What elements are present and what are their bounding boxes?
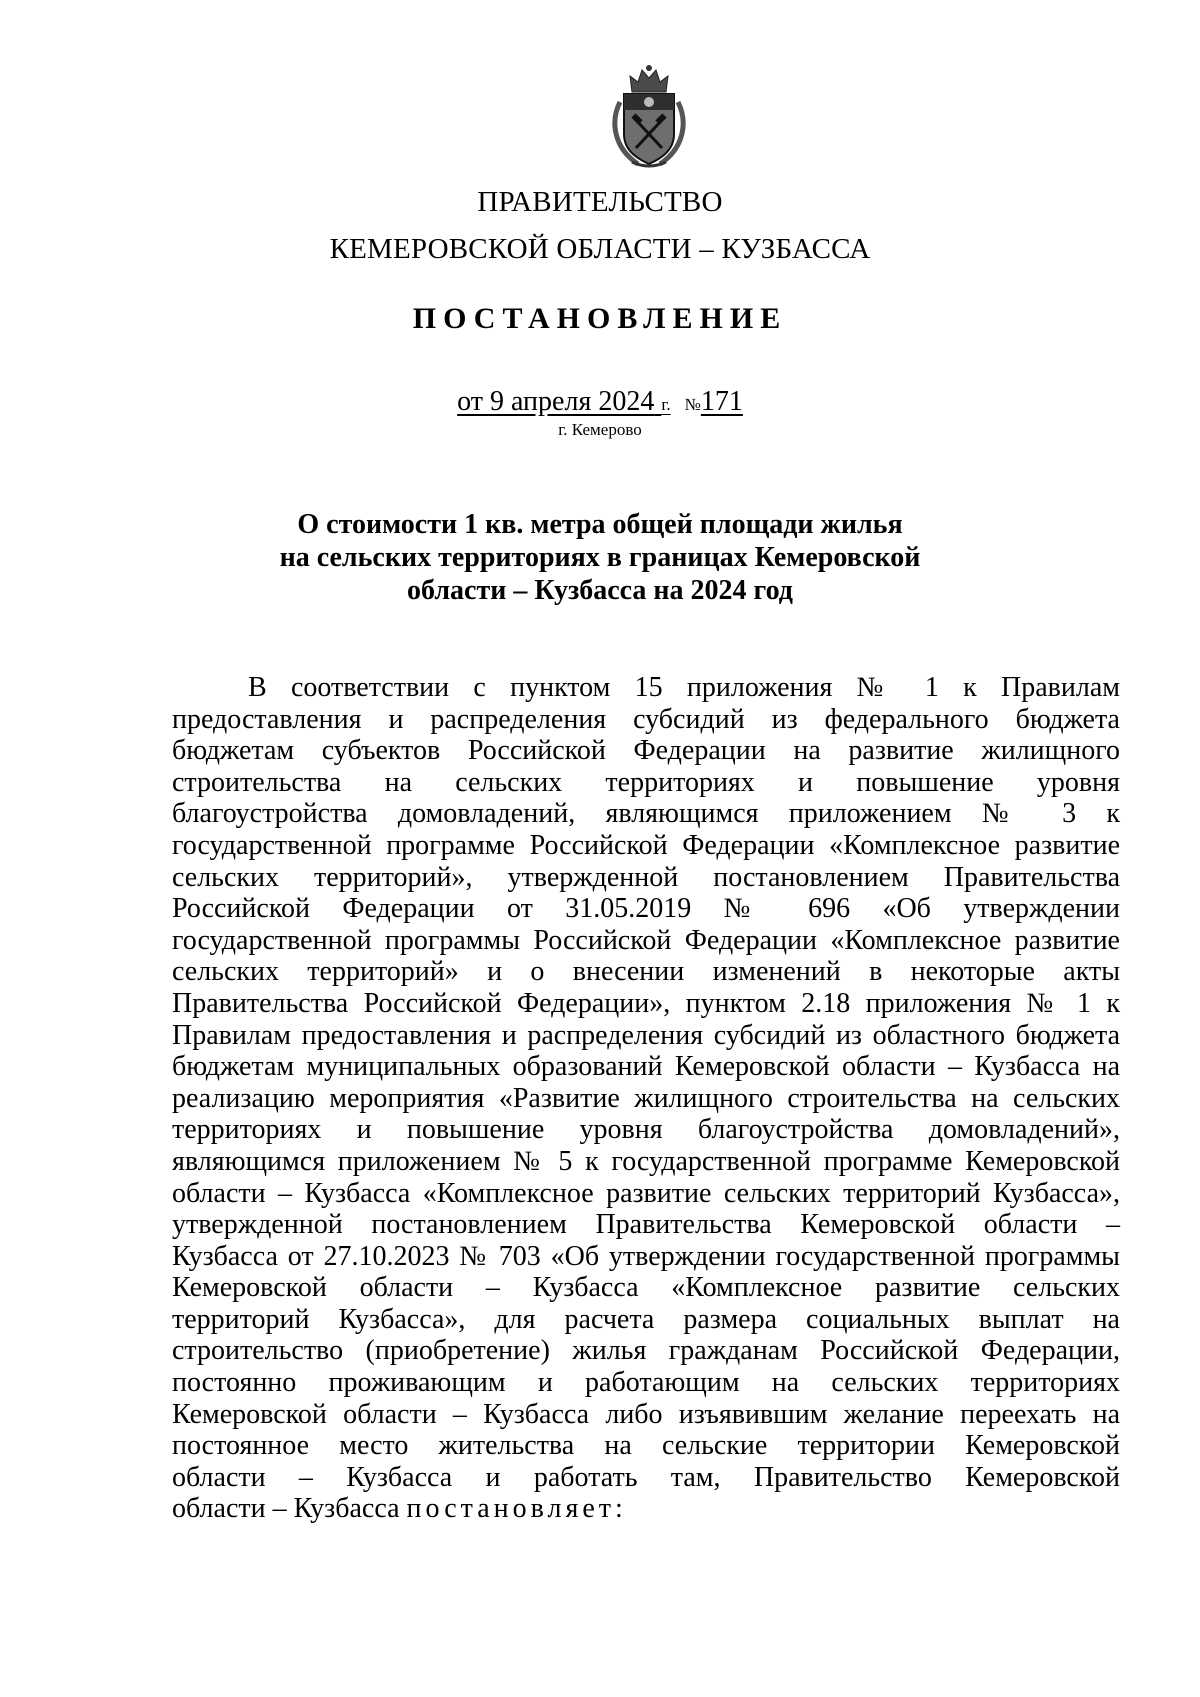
body-line: благоустройства домовладений, являющимся приложением № 3 к [172,798,1120,830]
government-name-line2: КЕМЕРОВСКОЙ ОБЛАСТИ – КУЗБАССА [329,233,871,265]
number-value: 171 [700,386,743,417]
body-line: Правительства Российской Федерации», пунктом 2.18 приложения № 1 к [172,987,1120,1019]
body-line-final [172,1493,1120,1525]
body-line: постоянное место жительства на сельские территории Кемеровской [172,1430,1120,1462]
body-line: В соответствии с пунктом 15 приложения № 1 к Правилам [248,672,1120,703]
document-body [172,672,1120,1525]
body-line: предоставления и распределения субсидий из федерального бюджета [172,703,1120,735]
body-line: Кузбасса от 27.10.2023 № 703 «Об утверждении государственной программы [172,1240,1120,1272]
body-line: государственной программы Российской Федерации «Комплексное развитие [172,924,1120,956]
body-line: Кемеровской области – Кузбасса «Комплексное развитие сельских [172,1272,1120,1304]
document-type: ПОСТАНОВЛЕНИЕ [412,302,788,335]
body-line: сельских территорий», утвержденной постановлением Правительства [172,861,1120,893]
body-line: территориях и повышение уровня благоустройства домовладений», [172,1114,1120,1146]
body-line: бюджетам субъектов Российской Федерации на развитие жилищного [172,735,1120,767]
number-label: № [684,395,701,414]
government-name-line1: ПРАВИТЕЛЬСТВО [477,186,723,218]
title-line: области – Кузбасса на 2024 год [407,575,793,606]
body-line: строительство (приобретение) жилья гражданам Российской Федерации, [172,1335,1120,1367]
title-line: О стоимости 1 кв. метра общей площади жилья [297,509,903,540]
final-line-prefix: области – Кузбасса [172,1493,400,1525]
body-line: постоянно проживающим и работающим на сельских территориях [172,1367,1120,1399]
body-line: территорий Кузбасса», для расчета размера социальных выплат на [172,1303,1120,1335]
body-line: государственной программе Российской Федерации «Комплексное развитие [172,829,1120,861]
body-line: утвержденной постановлением Правительства Кемеровской области – [172,1209,1120,1241]
date-suffix: г. [661,395,671,414]
title-line: на сельских территориях в границах Кемеровской [279,542,921,573]
date-number-line [0,386,1200,418]
body-line: сельских территорий» и о внесении изменений в некоторые акты [172,956,1120,988]
body-line: строительства на сельских территориях и повышение уровня [172,766,1120,798]
body-line: Кемеровской области – Кузбасса либо изъявившим желание переехать на [172,1398,1120,1430]
decree-word: постановляет: [406,1493,627,1525]
body-line: реализацию мероприятия «Развитие жилищного строительства на сельских [172,1082,1120,1114]
body-line: Российской Федерации от 31.05.2019 № 696 «Об утверждении [172,893,1120,925]
date-field: от 9 апреля 2024 [457,386,655,417]
city: г. Кемерово [558,420,642,439]
body-line: области – Кузбасса «Комплексное развитие сельских территорий Кузбасса», [172,1177,1120,1209]
body-line: области – Кузбасса и работать там, Правительство Кемеровской [172,1461,1120,1493]
body-line: бюджетам муниципальных образований Кемеровской области – Кузбасса на [172,1051,1120,1083]
kuzbass-coat-of-arms-icon [608,62,690,170]
body-line: являющимся приложением № 5 к государственной программе Кемеровской [172,1145,1120,1177]
body-line: Правилам предоставления и распределения субсидий из областного бюджета [172,1019,1120,1051]
document-title [0,508,1200,607]
